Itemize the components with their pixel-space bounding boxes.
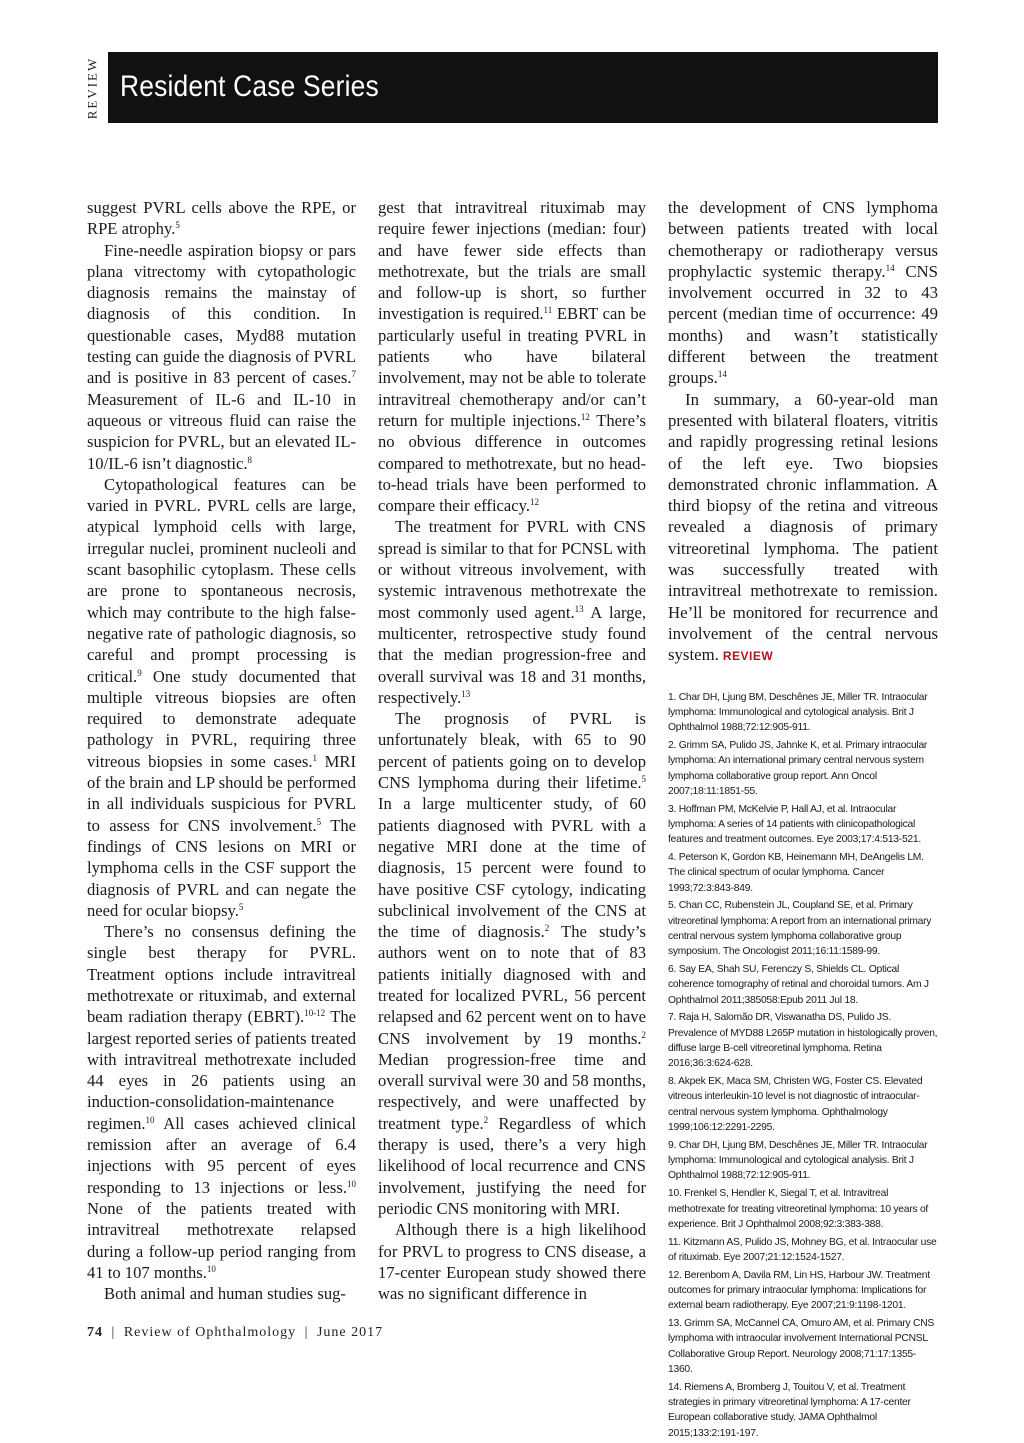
page-footer bbox=[87, 1325, 383, 1341]
paragraph: Both animal and human studies sug- bbox=[104, 1284, 346, 1304]
reference-item: 7. Raja H, Salomão DR, Viswanatha DS, Pulido JS. Prevalence of MYD88 L265P mutation in histologically proven, diffuse large B-cell vitreoretinal lymphoma. Retina 2016;36:3:624-628. bbox=[668, 1012, 938, 1070]
end-mark: REVIEW bbox=[722, 649, 774, 664]
paragraph: suggest PVRL cells above the RPE, or RPE atrophy.$^5$ bbox=[87, 198, 356, 239]
paragraph: Cytopathological features can be varied in PVRL. PVRL cells are large, atypical lymphoid cells with large, irregular nuclei, prominent nucleoli and scant basophilic cytoplasm. These cells are prone to spontaneous necrosis, which may contribute to the high false-negative rate of pathologic diagnosis, so careful and prompt processing is critical.$^9$ One study documented that multiple vitreous biopsies are often required to demonstrate adequate pathology in PVRL, requiring three vitreous biopsies in some cases.$^1$ MRI of the brain and LP should be performed in all individuals suspicious for PVRL to assess for CNS involvement.$^5$ The findings of CNS lesions on MRI or lymphoma cells in the CSF support the diagnosis of PVRL and can negate the need for ocular biopsy.$^5$ bbox=[87, 474, 357, 920]
reference-list bbox=[668, 690, 938, 1441]
reference-item: 3. Hoffman PM, McKelvie P, Hall AJ, et al. Intraocular lymphoma: A series of 14 patients with clinicopathological features and treatment outcomes. Eye 2003;17:4:513-521. bbox=[668, 803, 921, 846]
reference-item: 5. Chan CC, Rubenstein JL, Coupland SE, et al. Primary vitreoretinal lymphoma: A report from an international primary central nervous system lymphoma collaborative group symposium. The Oncologist 2011;16:11:1589-99. bbox=[668, 900, 932, 958]
paragraph: the development of CNS lymphoma between patients treated with local chemotherapy or radiotherapy versus prophylactic systemic therapy.$^{14}$ CNS involvement occurred in 32 to 43 percent (median time of occurrence: 49 months) and wasn’t statistically different between the treatment groups.$^{14}$ bbox=[668, 198, 938, 388]
page-number: 74 bbox=[87, 1325, 103, 1340]
reference-item: 1. Char DH, Ljung BM, Deschênes JE, Miller TR. Intraocular lymphoma: Immunological and cytological analysis. Brit J Ophthalmol 1988;72:12:905-911. bbox=[668, 691, 928, 734]
reference-item: 2. Grimm SA, Pulido JS, Jahnke K, et al. Primary intraocular lymphoma: An international primary central nervous system lymphoma collaborative group report. Ann Oncol 2007;18:11:1851-55. bbox=[668, 739, 928, 797]
paragraph: Fine-needle aspiration biopsy or pars plana vitrectomy with cytopathologic diagnosis remains the mainstay of diagnosis of this condition. In questionable cases, Myd88 mutation testing can guide the diagnosis of PVRL and is positive in 83 percent of cases.$^7$ Measurement of IL-6 and IL-10 in aqueous or vitreous fluid can raise the suspicion for PVRL, but an elevated IL-10/IL-6 isn’t diagnostic.$^8$ bbox=[87, 240, 356, 473]
reference-item: 14. Riemens A, Bromberg J, Touitou V, et al. Treatment strategies in primary vitreoretinal lymphoma: A 17-center European collaborative study. JAMA Ophthalmol 2015;133:2:191-197. bbox=[668, 1381, 911, 1439]
reference-item: 9. Char DH, Ljung BM, Deschênes JE, Miller TR. Intraocular lymphoma: Immunological and cytological analysis. Brit J Ophthalmol 1988;72:12:905-911. bbox=[668, 1139, 928, 1182]
page-title: Resident Case Series bbox=[120, 70, 379, 103]
reference-item: 11. Kitzmann AS, Pulido JS, Mohney BG, et al. Intraocular use of rituximab. Eye 2007;21:12:1524-1527. bbox=[668, 1236, 937, 1263]
reference-item: 12. Berenbom A, Davila RM, Lin HS, Harbour JW. Treatment outcomes for primary intraocular lymphoma: Implications for external beam radiotherapy. Eye 2007;21:9:1198-1201. bbox=[668, 1269, 930, 1312]
reference-item: 8. Akpek EK, Maca SM, Christen WG, Foster CS. Elevated vitreous interleukin-10 level is not diagnostic of intraocular-central nervous system lymphoma. Ophthalmology 1999;106:12:2291-2295. bbox=[668, 1076, 923, 1134]
paragraph: There’s no consensus defining the single best therapy for PVRL. Treatment options include intravitreal methotrexate or rituximab, and external beam radiation therapy (EBRT).$^{10-12}$ The largest reported series of patients treated with intravitreal methotrexate included 44 eyes in 26 patients using an induction-consolidation-maintenance regimen.$^{10}$ All cases achieved clinical remission after an average of 6.4 injections with 95 percent of eyes responding to 13 injections or less.$^{10}$ None of the patients treated with intravitreal methotrexate relapsed during a follow-up period ranging from 41 to 107 months.$^{10}$ bbox=[87, 922, 356, 1282]
paragraph: In summary, a 60-year-old man presented with bilateral floaters, vitritis and rapidly progressing retinal lesions of the left eye. Two biopsies demonstrated chronic inflammation. A third biopsy of the retina and vitreous revealed a diagnosis of primary vitreoretinal lymphoma. The patient was successfully treated with intravitreal methotrexate to remission. He’ll be monitored for recurrence and involvement of the central nervous system. REVIEW bbox=[668, 389, 938, 665]
footer-separator: | bbox=[304, 1325, 309, 1340]
reference-item: 13. Grimm SA, McCannel CA, Omuro AM, et al. Primary CNS lymphoma with intraocular involvement International PCNSL Collaborative Group Report. Neurology 2008;71:17:1355-1360. bbox=[668, 1318, 935, 1375]
section-tab bbox=[78, 48, 106, 128]
reference-item: 6. Say EA, Shah SU, Ferenczy S, Shields CL. Optical coherence tomography of retinal and choroidal tumors. Am J Ophthalmol 2011;385058:Epub 2011 Jul 18. bbox=[668, 964, 929, 1006]
paragraph: Although there is a high likelihood for PRVL to progress to CNS disease, a 17-center European study showed there was no significant difference in bbox=[378, 1220, 646, 1304]
issue-date: June 2017 bbox=[316, 1325, 384, 1340]
article-column-1 bbox=[87, 197, 356, 1304]
reference-item: 10. Frenkel S, Hendler K, Siegal T, et al. Intravitreal methotrexate for treating vitreoretinal lymphoma: 10 years of experience. Brit J Ophthalmol 2008;92:3:383-388. bbox=[668, 1188, 929, 1230]
article-column-2 bbox=[378, 197, 646, 1304]
article-column-3 bbox=[668, 197, 938, 1443]
header-bar bbox=[108, 52, 938, 123]
paragraph: gest that intravitreal rituximab may require fewer injections (median: four) and have fewer side effects than methotrexate, but the trials are small and follow-up is short, so further investigation is required.$^{11}$ EBRT can be particularly useful in treating PVRL in patients who have bilateral involvement, may not be able to tolerate intravitreal chemotherapy and/or can’t return for multiple injections.$^{12}$ There’s no obvious difference in outcomes compared to methotrexate, but no head-to-head trials have been performed to compare their efficacy.$^{12}$ bbox=[378, 198, 646, 516]
section-tab-label: REVIEW bbox=[84, 56, 100, 120]
paragraph: The prognosis of PVRL is unfortunately bleak, with 65 to 90 percent of patients going on to develop CNS lymphoma during their lifetime.$^5$ In a large multicenter study, of 60 patients diagnosed with PVRL with a negative MRI done at the time of diagnosis, 15 percent were found to have positive CSF cytology, indicating subclinical involvement of the CNS at the time of diagnosis.$^2$ The study’s authors went on to note that of 83 patients initially diagnosed with and treated for localized PVRL, 56 percent relapsed and 62 percent went on to have CNS involvement by 19 months.$^2$ Median progression-free time and overall survival were 30 and 58 months, respectively, and were unaffected by treatment type.$^2$ Regardless of which therapy is used, there’s a very high likelihood of local recurrence and CNS involvement, justifying the need for periodic CNS monitoring with MRI. bbox=[378, 709, 646, 1218]
reference-item: 4. Peterson K, Gordon KB, Heinemann MH, DeAngelis LM. The clinical spectrum of ocular lymphoma. Cancer 1993;72:3:843-849. bbox=[668, 852, 924, 894]
footer-separator: | bbox=[111, 1325, 116, 1340]
paragraph: The treatment for PVRL with CNS spread is similar to that for PCNSL with or without vitreous involvement, with systemic intravenous methotrexate the most commonly used agent.$^{13}$ A large, multicenter, retrospective study found that the median progression-free and overall survival was 18 and 31 months, respectively.$^{13}$ bbox=[378, 517, 646, 707]
publication-name: Review of Ophthalmology bbox=[123, 1325, 297, 1340]
